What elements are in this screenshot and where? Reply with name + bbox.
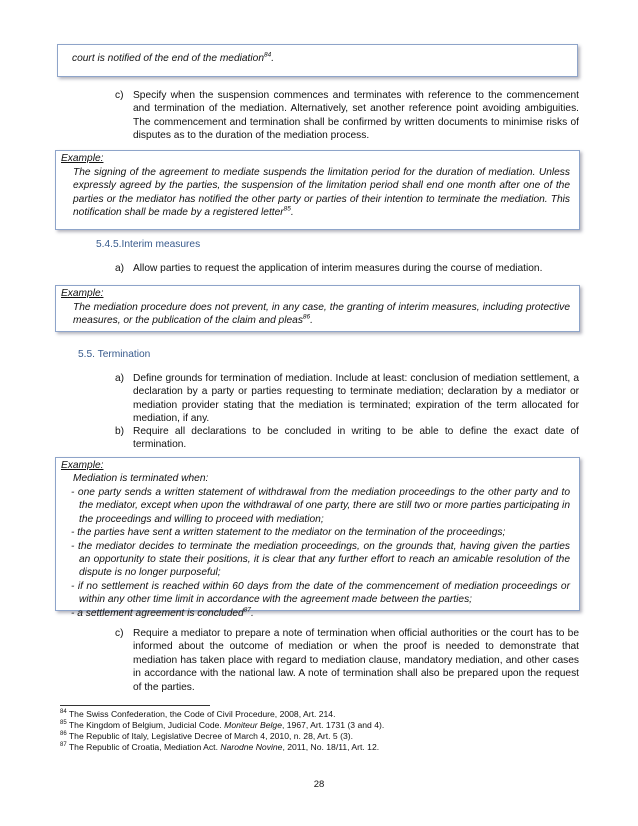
footnote-ref: 84 xyxy=(264,51,272,59)
example-text: The mediation procedure does not prevent, in any case, the granting of interim measures, including protective measures, or the publication of the claim and pleas$^{86}$. xyxy=(73,302,570,327)
footnote-ref: 85 xyxy=(283,205,291,213)
list-label: c) xyxy=(115,90,124,101)
example-text: court is notified of the end of the mediation$^{84}$. xyxy=(72,51,275,64)
list-item-text: Specify when the suspension commences and terminates with reference to the commencement and termination of the mediation. Alternatively, set another reference point avoiding ambiguities. The commencement and termination shall be confirmed by written documents to minimise risks of disputes as to the duration of the mediation process. xyxy=(133,90,579,142)
footnote-ref: 87 xyxy=(243,606,251,614)
example-list-item: - if no settlement is reached within 60 days from the date of the commencement of mediation proceedings or within any other time limit in accordance with the agreement made between the parties; xyxy=(71,580,570,606)
example-intro: Mediation is terminated when: xyxy=(73,473,209,484)
list-label: a) xyxy=(115,263,125,274)
footnote-divider xyxy=(60,705,210,706)
footnote: $^{85}$ The Kingdom of Belgium, Judicial Code. Moniteur Belge, 1967, Art. 1731 (3 and 4). xyxy=(60,720,385,730)
footnote-ref: 86 xyxy=(302,314,311,322)
example-list xyxy=(63,486,570,620)
example-text: The signing of the agreement to mediate suspends the limitation period for the duration of mediation. Unless expressly agreed by the parties, the suspension of the limitation period shall end one month after one of the parties or the mediator has notified the other party or parties of their intention to terminate the mediation. This notification shall be made by a registered letter$^{85}$. xyxy=(73,167,570,219)
example-heading: Example: xyxy=(61,288,104,299)
footnote: $^{87}$ The Republic of Croatia, Mediation Act. Narodne Novine, 2011, No. 18/11, Art. 12. xyxy=(60,742,380,752)
list-item-text: Require all declarations to be concluded in writing to be able to define the exact date of termination. xyxy=(133,426,579,451)
example-list-item: - the parties have sent a written statement to the mediator on the termination of the proceedings; xyxy=(71,527,506,539)
list-item-text: Allow parties to request the application of interim measures during the course of mediation. xyxy=(133,263,543,274)
example-box-continued xyxy=(57,44,578,77)
footnote: $^{84}$ The Swiss Confederation, the Code of Civil Procedure, 2008, Art. 214. xyxy=(60,709,336,719)
footnote: $^{86}$ The Republic of Italy, Legislative Decree of March 4, 2010, n. 28, Art. 5 (3). xyxy=(60,731,353,741)
example-heading: Example: xyxy=(61,153,104,164)
example-box xyxy=(55,150,580,230)
example-box xyxy=(55,285,580,332)
list-label: a) xyxy=(115,373,125,384)
example-heading: Example: xyxy=(61,460,104,471)
list-item-text: Require a mediator to prepare a note of termination when official authorities or the court has to be informed about the outcome of mediation or when the proof is needed to demonstrate that mediation has taken place with regard to mediation clause, mandatory mediation, and other cases in accordance with the national law. A note of termination shall also be prepared upon the request of the parties. xyxy=(133,628,579,693)
section-heading: 5.4.5.Interim measures xyxy=(96,239,201,250)
footnote-number: 87 xyxy=(60,742,67,749)
section-heading: 5.5. Termination xyxy=(78,349,151,360)
list-label: b) xyxy=(115,426,125,437)
example-list-item: - the mediator decides to terminate the mediation proceedings, on the grounds that, having given the parties an opportunity to state their positions, it is clear that any further effort to reach an amicable resolution of the dispute is no longer purposeful; xyxy=(71,540,570,579)
example-list-item: - a settlement agreement is concluded$^{87}$. xyxy=(71,606,254,619)
footnote-number: 85 xyxy=(60,720,67,727)
list-item-text: Define grounds for termination of mediation. Include at least: conclusion of mediation settlement, a declaration by a party or parties requesting to terminate mediation; declaration by a mediator or mediation provider stating that the mediation is terminated; expiration of the term allocated for mediation, if any. xyxy=(133,373,579,425)
page-number: 28 xyxy=(313,779,325,790)
footnote-number: 84 xyxy=(60,709,67,716)
example-box xyxy=(55,457,580,619)
footnote-number: 86 xyxy=(60,731,67,738)
example-list-item: - one party sends a written statement of withdrawal from the mediation proceedings to the other party and to the mediator, except when upon the withdrawal of one party, there are still two or more parties participating in the proceedings and willing to proceed with mediation; xyxy=(71,487,570,525)
list-label: c) xyxy=(115,628,124,639)
